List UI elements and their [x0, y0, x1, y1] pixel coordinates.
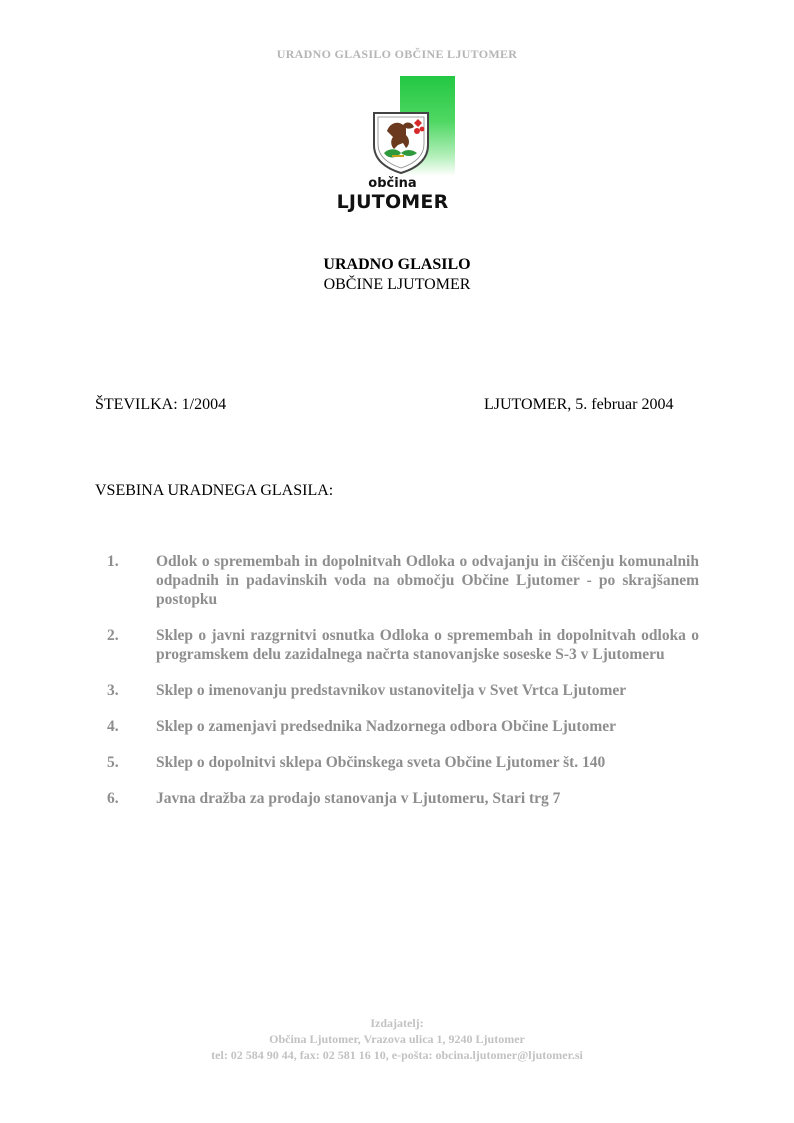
toc-item-number: 5.	[107, 754, 119, 771]
contents-heading: VSEBINA URADNEGA GLASILA:	[95, 482, 334, 499]
toc-item-number: 4.	[107, 718, 119, 735]
toc-item[interactable]	[0, 626, 794, 664]
toc-item[interactable]	[0, 789, 794, 808]
issue-date: LJUTOMER, 5. februar 2004	[484, 396, 674, 413]
running-header: URADNO GLASILO OBČINE LJUTOMER	[276, 47, 518, 61]
logo-label-obcina: občina	[368, 176, 417, 191]
publisher-footer	[0, 1015, 794, 1063]
toc-item[interactable]	[0, 717, 794, 736]
toc-item-number: 6.	[107, 790, 119, 807]
publisher-label: Izdajatelj:	[370, 1016, 424, 1030]
municipality-logo	[330, 76, 470, 216]
toc-item-number: 3.	[107, 682, 119, 699]
toc-item[interactable]	[0, 753, 794, 772]
page-title: URADNO GLASILO	[323, 256, 471, 273]
toc-item-text: Sklep o imenovanju predstavnikov ustanovitelja v Svet Vrtca Ljutomer	[156, 682, 627, 699]
toc-item[interactable]	[0, 681, 794, 700]
toc-item-text: Sklep o dopolnitvi sklepa Občinskega sveta Občine Ljutomer št. 140	[156, 754, 606, 771]
toc-item-number: 2.	[107, 627, 119, 644]
logo-label-ljutomer: LJUTOMER	[336, 191, 449, 213]
coat-of-arms-icon	[370, 109, 432, 175]
toc-item-text: Odlok o spremembah in dopolnitvah Odloka o odvajanju in čiščenju komunalnih odpadnih in padavinskih voda na območju Občine Ljutomer - po skrajšanem postopku	[156, 553, 699, 608]
issue-number: ŠTEVILKA: 1/2004	[95, 396, 227, 413]
toc-item-number: 1.	[107, 553, 119, 570]
page-subtitle: OBČINE LJUTOMER	[323, 276, 471, 293]
publisher-address: Občina Ljutomer, Vrazova ulica 1, 9240 Ljutomer	[269, 1032, 525, 1046]
publisher-contact: tel: 02 584 90 44, fax: 02 581 16 10, e-pošta: obcina.ljutomer@ljutomer.si	[211, 1048, 583, 1062]
toc-item[interactable]	[0, 552, 794, 609]
table-of-contents	[0, 552, 794, 825]
toc-item-text: Sklep o zamenjavi predsednika Nadzornega odbora Občine Ljutomer	[156, 718, 616, 735]
toc-item-text: Sklep o javni razgrnitvi osnutka Odloka o spremembah in dopolnitvah odloka o programskem delu zazidalnega načrta stanovanjske soseske S-3 v Ljutomeru	[156, 627, 699, 663]
toc-item-text: Javna dražba za prodajo stanovanja v Ljutomeru, Stari trg 7	[156, 790, 561, 807]
